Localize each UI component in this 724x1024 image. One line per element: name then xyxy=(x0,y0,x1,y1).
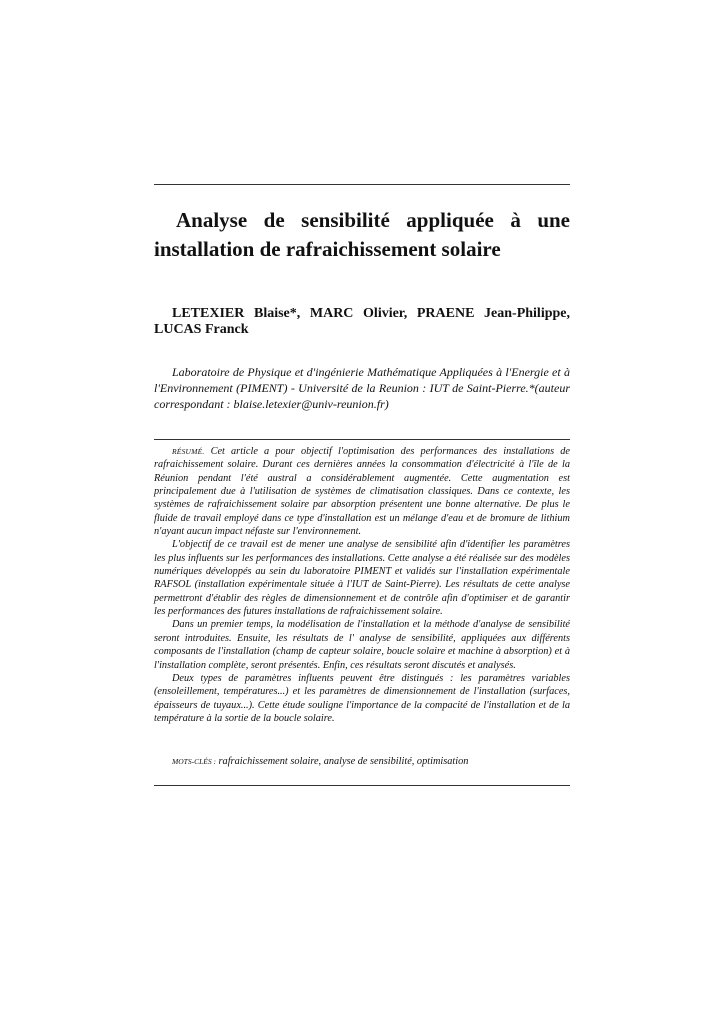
keywords-text: rafraichissement solaire, analyse de sensibilité, optimisation xyxy=(215,756,469,767)
abstract-paragraph-3: Dans un premier temps, la modélisation de l'installation et la méthode d'analyse de sensibilité seront introduites. Ensuite, les résultats de l' analyse de sensibilité, appliquées aux différents composants de l'installation (champ de capteur solaire, boucle solaire et machine à absorption) et à l'installation complète, seront présentés. Enfin, ces résultats seront discutés et analysés. xyxy=(154,619,570,671)
bottom-divider xyxy=(154,785,570,786)
abstract-label: RÉSUMÉ. xyxy=(172,447,205,456)
affiliation: Laboratoire de Physique et d'ingénierie Mathématique Appliquées à l'Energie et à l'Environnement (PIMENT) - Université de la Reunion : IUT de Saint-Pierre.*(auteur correspondant : blaise.letexier@univ-reunion.fr) xyxy=(154,365,570,411)
author-list: LETEXIER Blaise*, MARC Olivier, PRAENE Jean-Philippe, LUCAS Franck xyxy=(154,306,570,337)
abstract-paragraph-4: Deux types de paramètres influents peuvent être distingués : les paramètres variables (ensoleillement, températures...) et les paramètres de dimensionnement de l'installation (surfaces, épaisseurs de tuyaux...). Cette étude souligne l'importance de la compacité de l'installation et de la température à la sortie de la boucle solaire. xyxy=(154,672,570,724)
top-divider xyxy=(154,184,570,185)
paper-title: Analyse de sensibilité appliquée à une installation de rafraichissement solaire xyxy=(154,208,570,261)
abstract-paragraph-1-text: Cet article a pour objectif l'optimisation des performances des installations de rafraichissement solaire. Durant ces dernières années la consommation d'électricité à l'île de la Réunion pendant l'été austral a considérablement augmentée. Cette augmentation est principalement due à l'utilisation de systèmes de climatisation classiques. Dans ce contexte, les systèmes de rafraichissement solaire par absorption présentent une bonne alternative. De plus le fluide de travail employé dans ce type d'installation est un mélange d'eau et de bromure de lithium n'ayant aucun impact néfaste sur l'environnement. xyxy=(154,446,570,538)
keywords-label: MOTS-CLÉS : xyxy=(172,757,216,766)
keywords xyxy=(154,755,570,768)
abstract-top-divider xyxy=(154,439,570,440)
abstract xyxy=(154,445,570,725)
abstract-paragraph-2: L'objectif de ce travail est de mener une analyse de sensibilité afin d'identifier les paramètres les plus influents sur les performances des installations. Cette analyse a été réalisée sur des modèles numériques développés au sein du laboratoire PIMENT et validés sur l'installation expérimentale RAFSOL (installation expérimentale située à l'IUT de Saint-Pierre). Les résultats de cette analyse permettront d'établir des règles de dimensionnement et de contrôle afin d'optimiser et de garantir les performances des futures installations de rafraichissement solaire. xyxy=(154,539,570,618)
abstract-paragraph-1 xyxy=(154,445,570,538)
